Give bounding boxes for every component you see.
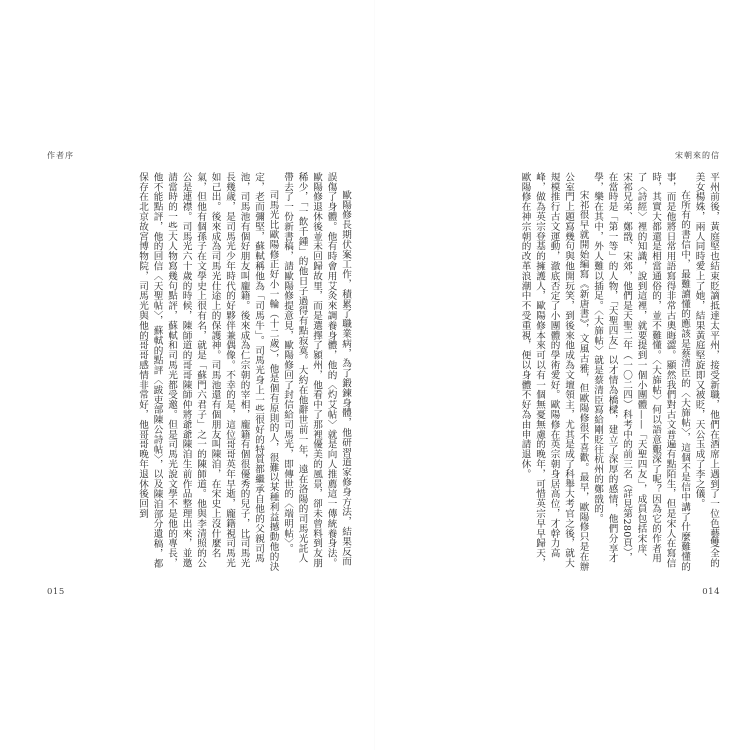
right-text-block (399, 172, 720, 572)
right-page (375, 0, 750, 750)
running-header-left: 作者序 (47, 151, 74, 160)
paragraph-continued: 平州前後，黃庭堅也結束貶謫抵達太平州，接受新職，他們在酒席上遇到了一位色藝雙全的美女楊姝，兩人同時愛上了她，結果黃庭堅旋即又被貶，天公玉成了李之儀。 (693, 172, 719, 568)
paragraph-ouyang-xiu: 歐陽修長期伏案工作，積累了職業病，為了鍛鍊身體，他研習道家修身方法，結果反而誤傷了身體。他有時會用艾灸來調養身體，他的〈灼艾帖〉就是向人推薦這一傳統養身法。歐陽修退休後並未回歸故里，而是選擇了潁州，他看中了那裡優美的風景，卻未曾料到友朋稀少，「一飲千鍾」的他日子過得有點寂寞。大約在他辭世前一年，遠在洛陽的司馬光託人帶去了一份新書稿，請歐陽修提意見，歐陽修回了封信給司馬光，即傳世的〈端明帖〉。 (282, 172, 351, 568)
page-number-right: 014 (702, 587, 720, 597)
paragraph-da-pei-tie: 在所有的書信中，最難讀懂的應該是蔡清臣的〈大旆帖〉，這個不是信中講了什麼難懂的事，而是他將日常用語寫得非常古奧晦澀。顯然我們對古文普遍有點陌生，但是宋人在寫信時，其實大都還是相當通俗的，並不難懂。〈大旆帖〉何以語意艱深了呢？因為它的作者用了〈詩經〉裡的知識，說到這裡，就要提到一個小團體——「天聖四友」，成員包括宋庠、宋祁兄弟、鄭戩、宋郊，他們是天聖二年（一〇二四）科考中的前三名（詳見第280頁），在當時是「第一等」的人物，「天聖四友」以才情為橋樑，建立了深厚的感情，他們分享才學，樂在其中，外人難以插足。〈大旆帖〉就是蔡清臣寫給剛貶往杭州的鄭戩的。 (592, 172, 690, 572)
paragraph-song-qi: 宋祁很早就開始編寫《新唐書》，文風古雅，但歐陽修很不喜歡。最早，歐陽修只是在辦公室門上題寫幾句與他開玩笑，到後來他成為文壇領主，尤其是成了科舉大考官之後，就大規模推行古文運動，澈底否定了小團體的學術愛好。歐陽修在英宗朝身居高位，才幹力高峰，做為英宗登基的擁護人，歐陽修本來可以有一個無憂無慮的晚年，可惜英宗早早歸天，歐陽修在神宗朝的改革浪潮中不受重視，便以身體不好為由申請退休。 (519, 172, 589, 572)
left-text-block (52, 172, 352, 572)
paragraph-sima-guang: 司馬光比歐陽修正好小一輪（十二歲），他是個有原則的人，很難以某種利益撼動他的決定，老而彌堅，蘇軾稱他為「司馬牛」。司馬光身上一些很好的特質都繼承自他的父親司馬池，司馬池有個好朋友叫龐籍。後來成為仁宗朝的宰相，龐籍有個很優秀的兒子，比司馬光長幾歲，是司馬光少年時代的好夥伴兼偶像。不幸的是，這位哥哥英年早逝，龐籍視司馬光如己出。後來成為司馬光仕途上的保護神。司馬池還有個朋友叫陳洎，在宋史上沒什麼名氣，但他有個孫子在文學史上很有名，就是「蘇門六君子」之一的陳師道。他與李清照的公公是連襟。司馬光六十歲的時候，陳師道的哥哥陳師仲將爺爺陳洎生前作品整理出來，並邀請當時的一些大人物寫幾句點評，蘇軾和司馬光都受邀。但是司馬光說文學不是他的專長，他不能點評，他的回信〈天聖帖〉，蘇軾的點評〈跋吏部陳公詩帖〉，以及陳洎部分遺稿，都保存在北京故宮博物院，司馬光與他的哥哥感情非常好，他哥哥晚年退休後回到 (137, 172, 279, 572)
running-header-right: 宋朝來的信 (675, 151, 720, 160)
page-number-left: 015 (47, 587, 65, 597)
